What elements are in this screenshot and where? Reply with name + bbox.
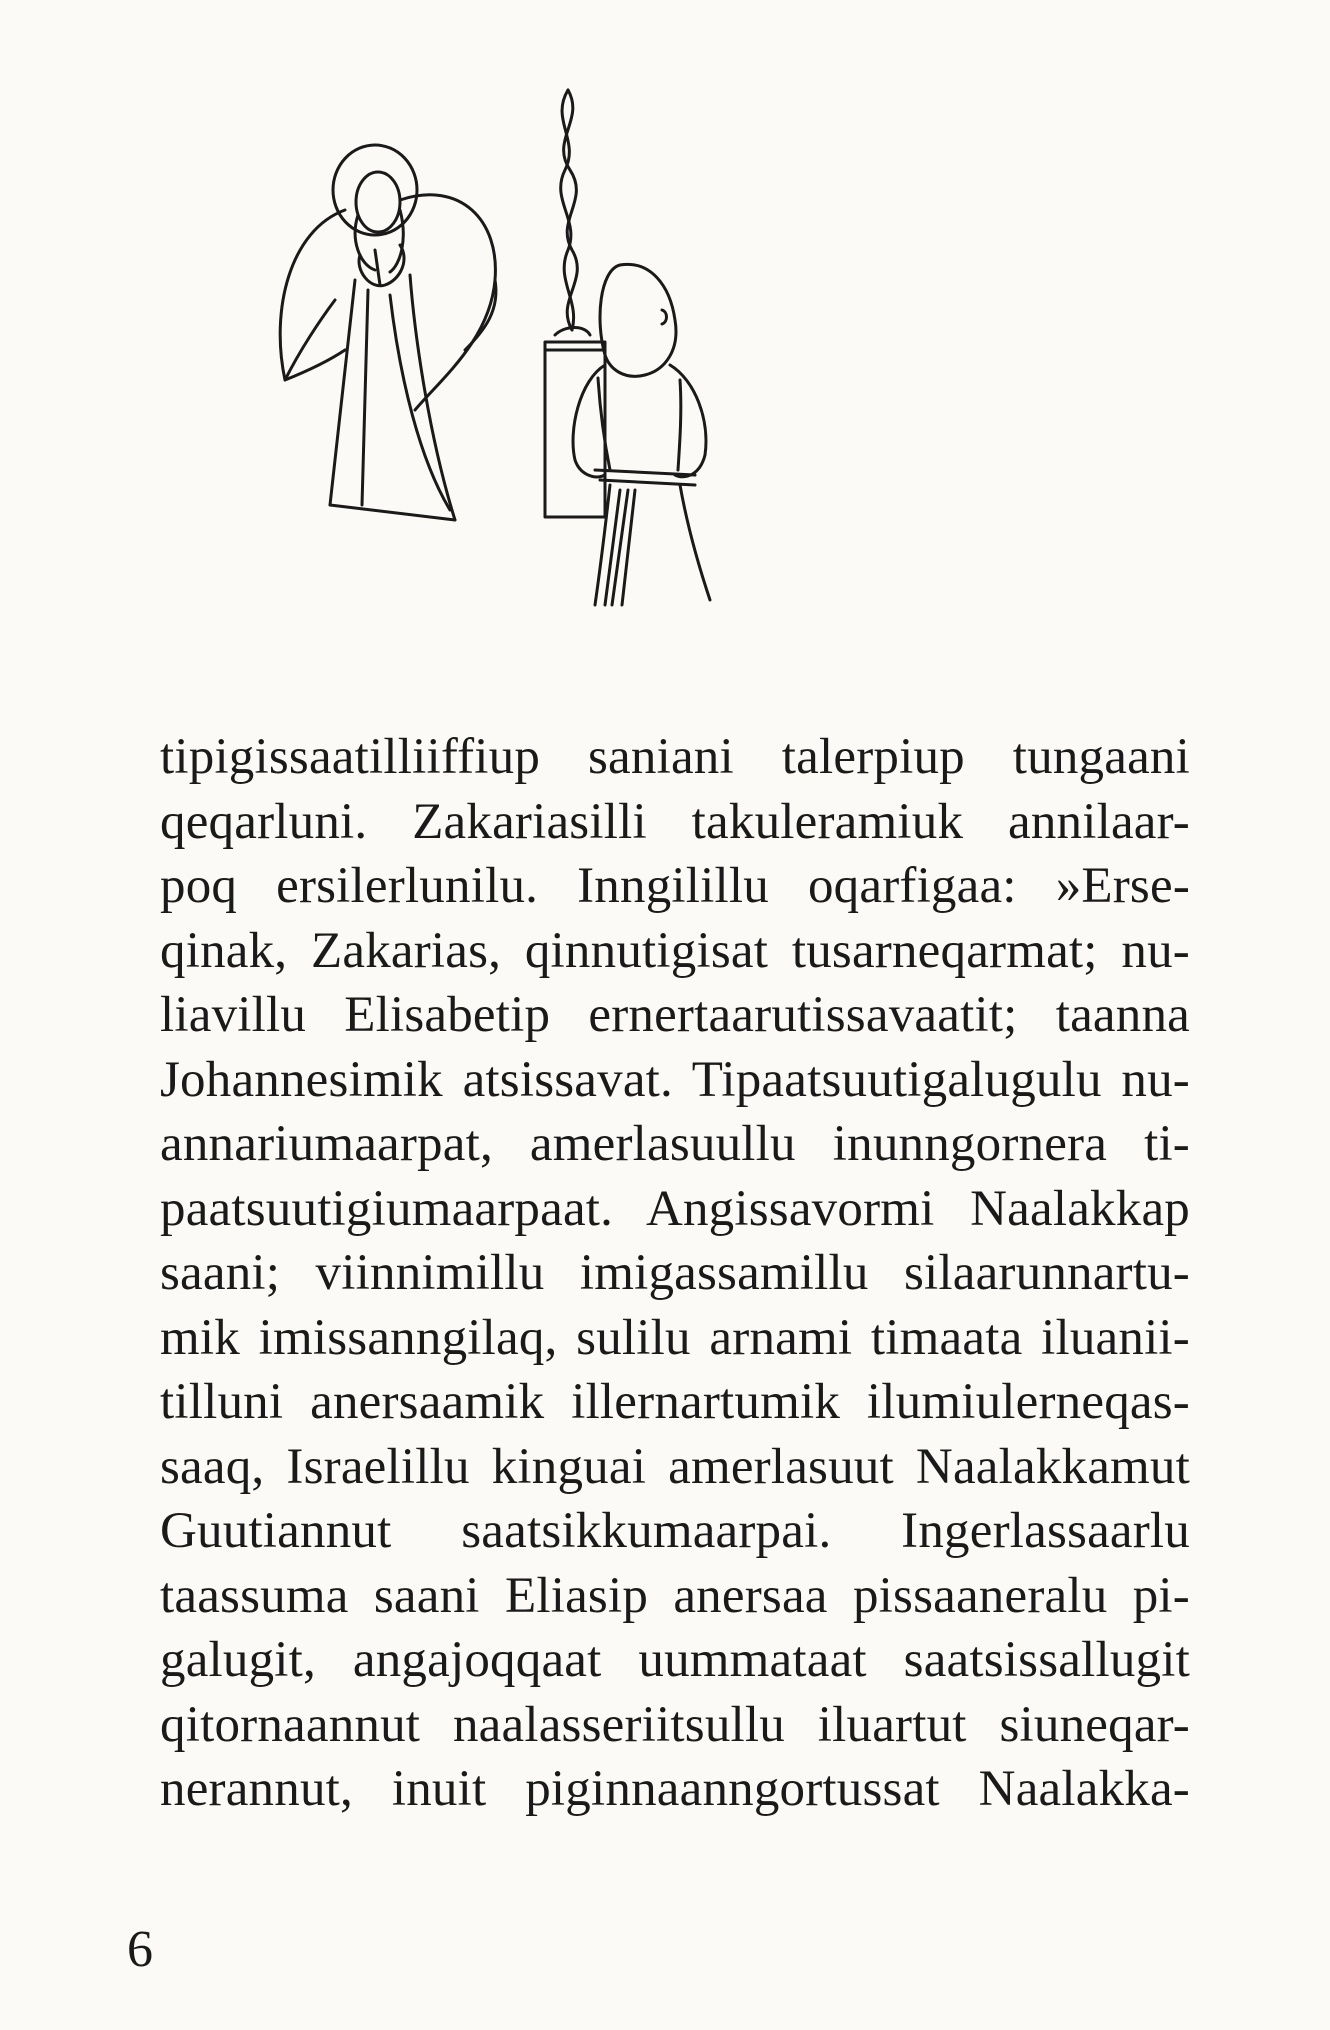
- text-line: Guutiannut saatsikkumaarpai. Ingerlassaarlu: [160, 1503, 1190, 1559]
- text-line: saani; viinnimillu imigassamillu silaarunnartu-: [160, 1245, 1190, 1301]
- text-line: Johannesimik atsissavat. Tipaatsuutigalugulu nu-: [160, 1051, 1190, 1108]
- text-line: liavillu Elisabetip ernertaarutissavaatit; taanna: [160, 987, 1190, 1043]
- text-line: saaq, Israelillu kinguai amerlasuut Naalakkamut: [160, 1438, 1190, 1495]
- text-line: nerannut, inuit piginnaanngortussat Naalakka-: [160, 1761, 1190, 1817]
- body-text: [160, 725, 1190, 1822]
- text-line: poq ersilerlunilu. Inngilillu oqarfigaa: »Erse-: [160, 858, 1190, 914]
- text-line: tilluni anersaamik illernartumik ilumiulerneqas-: [160, 1374, 1190, 1430]
- text-line: taassuma saani Eliasip anersaa pissaaneralu pi-: [160, 1567, 1190, 1624]
- text-line: qitornaannut naalasseriitsullu iluartut siuneqar-: [160, 1696, 1190, 1753]
- text-line: mik imissanngilaq, sulilu arnami timaata iluanii-: [160, 1309, 1190, 1366]
- angel-and-priest-at-altar-icon: [250, 80, 810, 640]
- text-line: paatsuutigiumaarpaat. Angissavormi Naalakkap: [160, 1180, 1190, 1237]
- text-line: qinak, Zakarias, qinnutigisat tusarneqarmat; nu-: [160, 922, 1190, 979]
- text-line: qeqarluni. Zakariasilli takuleramiuk annilaar-: [160, 793, 1190, 850]
- page-number: 6: [127, 1921, 153, 1978]
- text-line: galugit, angajoqqaat uummataat saatsissallugit: [160, 1632, 1190, 1688]
- text-line: tipigissaatilliiffiup saniani talerpiup tungaani: [160, 729, 1190, 785]
- text-line: annariumaarpat, amerlasuullu inunngornera ti-: [160, 1116, 1190, 1172]
